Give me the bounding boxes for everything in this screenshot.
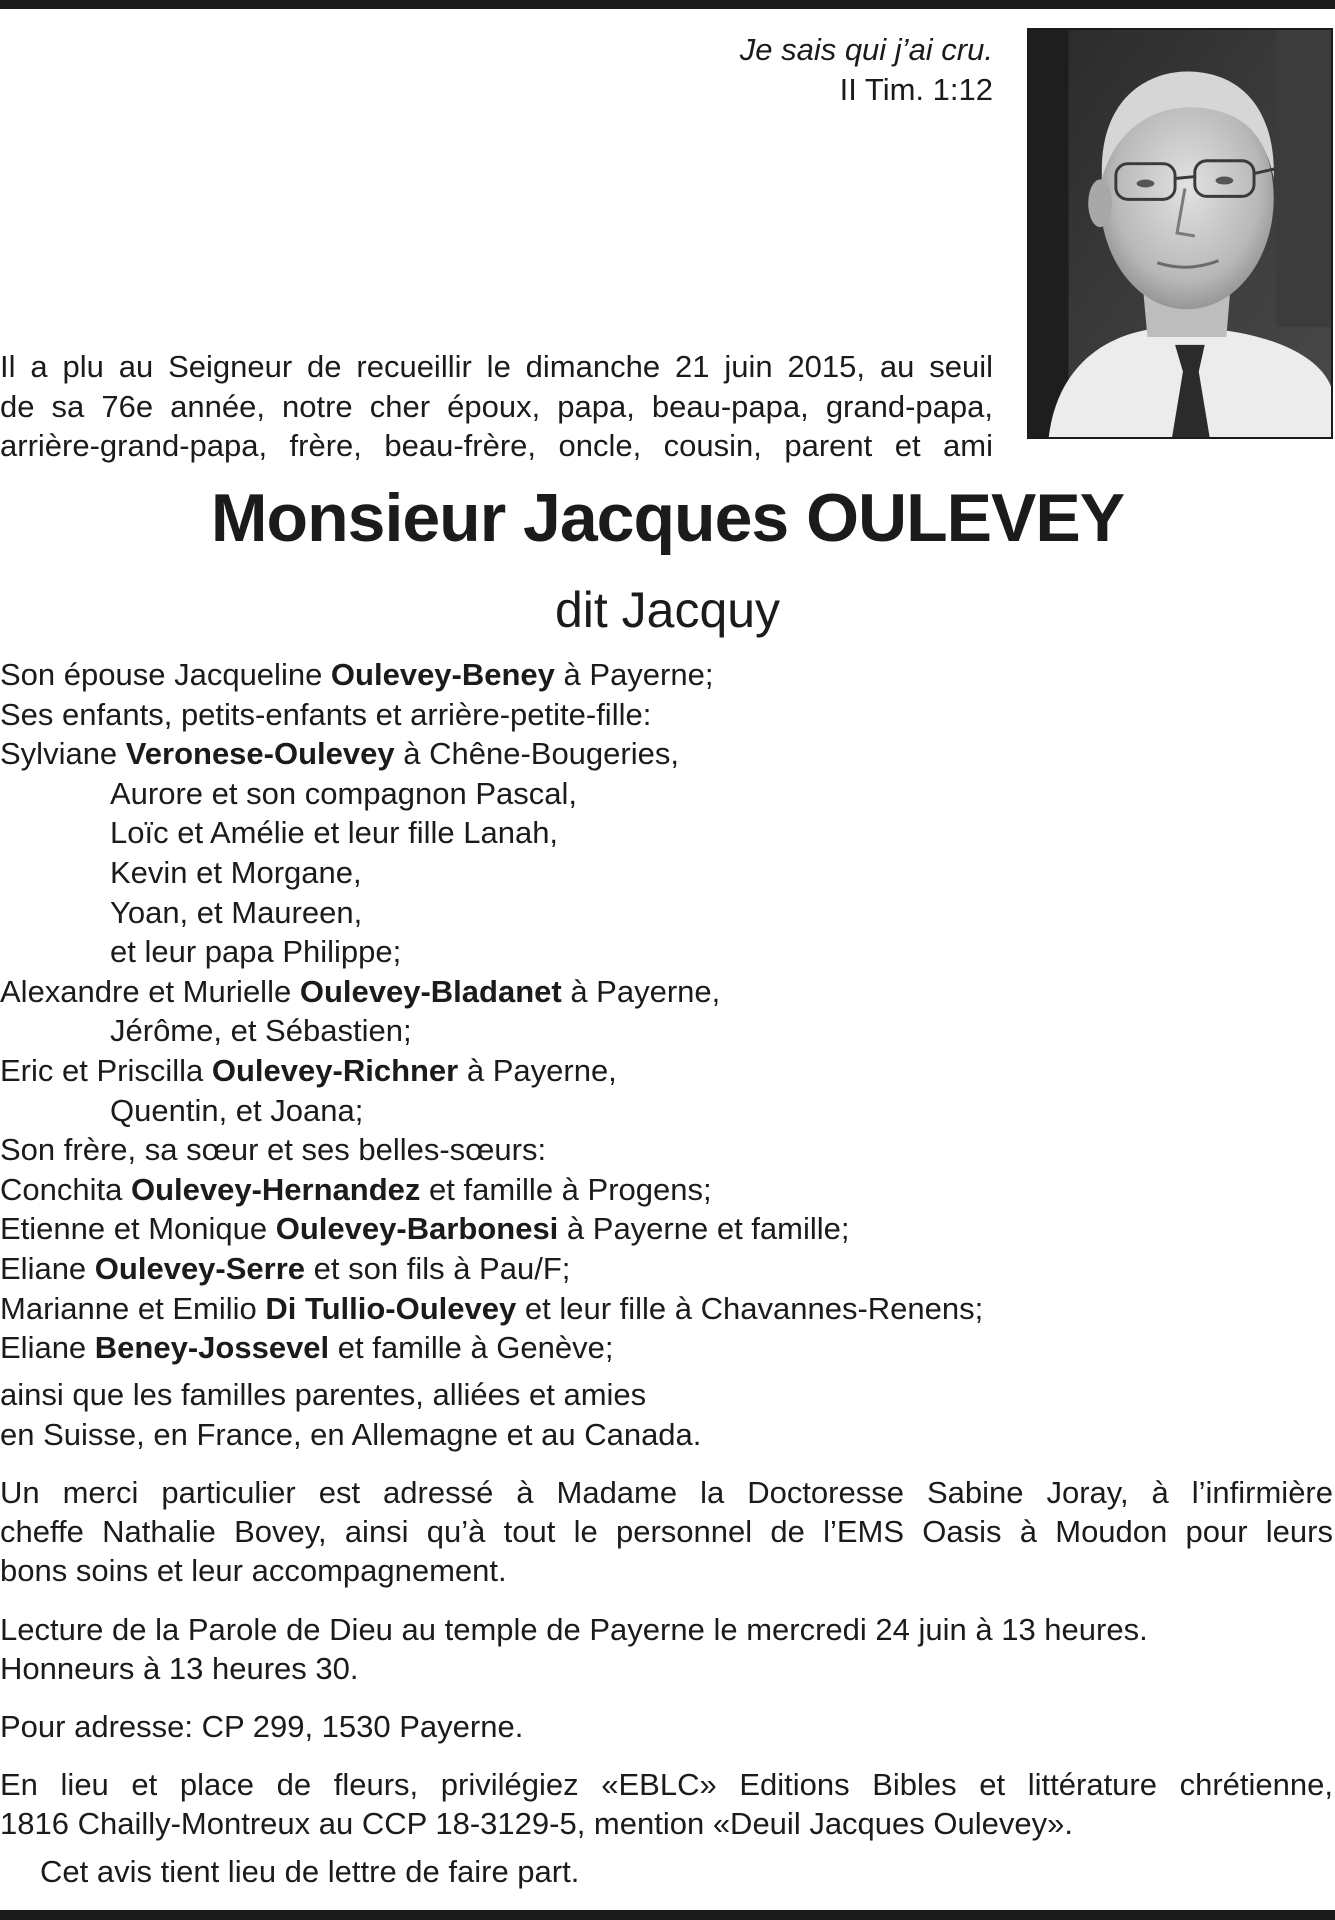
family-member-text: Son épouse Jacqueline — [0, 657, 331, 692]
portrait-photo — [1027, 28, 1333, 439]
family-member-line — [0, 1091, 983, 1131]
thanks-line: cheffe Nathalie Bovey, ainsi qu’à tout le personnel de l’EMS Oasis à Moudon pour leurs — [0, 1514, 1333, 1549]
family-member-line — [0, 1289, 983, 1329]
family-member-text: à Payerne; — [554, 657, 714, 692]
family-member-line — [0, 655, 983, 695]
family-member-text: à Payerne et famille; — [558, 1211, 850, 1247]
family-member-line — [0, 1170, 983, 1210]
ceremony-line: Honneurs à 13 heures 30. — [0, 1651, 359, 1686]
family-member-line — [0, 774, 983, 814]
family-member-line — [0, 1249, 983, 1289]
family-member-text: Sylviane — [0, 736, 126, 772]
family-member-text: et son fils à Pau/F; — [305, 1250, 571, 1286]
family-member-line — [0, 1011, 983, 1051]
top-rule — [0, 0, 1335, 9]
family-member-text: Son frère, sa sœur et ses belles-sœurs: — [0, 1132, 547, 1168]
family-surname: Di Tullio-Oulevey — [265, 1290, 517, 1326]
family-surname: Oulevey-Serre — [94, 1250, 306, 1286]
family-surname: Oulevey-Hernandez — [130, 1171, 421, 1207]
family-member-text: et famille à Genève; — [329, 1330, 614, 1366]
relatives-paragraph — [0, 1375, 701, 1455]
family-member-text: Eric et Priscilla — [0, 1052, 212, 1088]
intro-line: de sa 76e année, notre cher époux, papa, beau-papa, grand-papa, — [0, 388, 993, 424]
family-member-line — [0, 1209, 983, 1249]
family-member-text: à Chêne-Bougeries, — [394, 736, 679, 772]
family-member-text: et famille à Progens; — [420, 1171, 712, 1207]
family-list — [0, 655, 983, 1368]
family-member-line — [0, 734, 983, 774]
relatives-line: en Suisse, en France, en Allemagne et au Canada. — [0, 1417, 702, 1452]
bottom-rule — [0, 1910, 1335, 1920]
address-line: Pour adresse: CP 299, 1530 Payerne. — [0, 1709, 524, 1744]
family-member-line — [0, 932, 983, 972]
thanks-line: Un merci particulier est adressé à Madame la Doctoresse Sabine Joray, à l’infirmière — [0, 1475, 1333, 1510]
family-member-line — [0, 1328, 983, 1368]
family-member-text: à Payerne, — [458, 1052, 617, 1088]
family-member-text: Marianne et Emilio — [0, 1290, 266, 1326]
family-member-line — [0, 893, 983, 933]
family-member-text: Ses enfants, petits-enfants et arrière-petite-fille: — [0, 696, 652, 732]
address-paragraph — [0, 1707, 1333, 1746]
family-member-text: Eliane — [0, 1250, 95, 1286]
family-member-text: Eliane — [0, 1330, 95, 1366]
family-member-text: Jérôme, et Sébastien; — [110, 1013, 412, 1049]
ceremony-paragraph — [0, 1610, 1333, 1688]
family-member-text: Conchita — [0, 1171, 131, 1207]
thanks-line: bons soins et leur accompagnement. — [0, 1553, 507, 1588]
notice-text: Cet avis tient lieu de lettre de faire part. — [40, 1854, 580, 1889]
family-member-line — [0, 853, 983, 893]
portrait-image — [1029, 30, 1331, 437]
family-member-text: Quentin, et Joana; — [110, 1092, 364, 1128]
verse-reference: II Tim. 1:12 — [839, 72, 993, 107]
donation-line: En lieu et place de fleurs, privilégiez «EBLC» Editions Bibles et littérature chrétienne, — [0, 1767, 1333, 1802]
deceased-name: Monsieur Jacques OULEVEY — [210, 480, 1125, 556]
family-member-text: Kevin et Morgane, — [110, 854, 362, 890]
bible-verse — [740, 30, 993, 110]
family-member-text: Etienne et Monique — [0, 1211, 276, 1247]
family-surname: Beney-Jossevel — [94, 1330, 330, 1366]
family-surname: Oulevey-Richner — [211, 1052, 459, 1088]
intro-line: arrière-grand-papa, frère, beau-frère, oncle, cousin, parent et ami — [0, 428, 993, 463]
family-member-text: et leur fille à Chavannes-Renens; — [516, 1290, 984, 1326]
family-member-text: Alexandre et Murielle — [0, 973, 300, 1009]
relatives-line: ainsi que les familles parentes, alliées et amies — [0, 1377, 647, 1412]
intro-paragraph — [0, 347, 993, 466]
deceased-nickname: dit Jacquy — [554, 582, 781, 638]
family-surname: Oulevey-Beney — [330, 657, 555, 692]
family-member-line — [0, 972, 983, 1012]
intro-line: Il a plu au Seigneur de recueillir le dimanche 21 juin 2015, au seuil — [0, 349, 993, 384]
notice-line — [40, 1852, 1335, 1891]
ceremony-line: Lecture de la Parole de Dieu au temple de Payerne le mercredi 24 juin à 13 heures. — [0, 1612, 1148, 1647]
donation-paragraph — [0, 1765, 1333, 1843]
family-member-text: Yoan, et Maureen, — [110, 894, 363, 930]
family-member-line — [0, 1051, 983, 1091]
family-member-text: à Payerne, — [561, 973, 721, 1009]
family-member-text: Aurore et son compagnon Pascal, — [110, 775, 577, 811]
family-surname: Oulevey-Barbonesi — [275, 1211, 559, 1247]
thanks-paragraph — [0, 1473, 1333, 1590]
family-member-text: Loïc et Amélie et leur fille Lanah, — [110, 815, 559, 851]
family-surname: Oulevey-Bladanet — [299, 973, 562, 1009]
donation-line: 1816 Chailly-Montreux au CCP 18-3129-5, mention «Deuil Jacques Oulevey». — [0, 1806, 1073, 1841]
family-member-line — [0, 1130, 983, 1170]
family-member-text: et leur papa Philippe; — [110, 934, 402, 970]
family-member-line — [0, 695, 983, 735]
family-member-line — [0, 813, 983, 853]
family-surname: Veronese-Oulevey — [125, 736, 395, 772]
verse-quote: Je sais qui j’ai cru. — [739, 32, 993, 67]
